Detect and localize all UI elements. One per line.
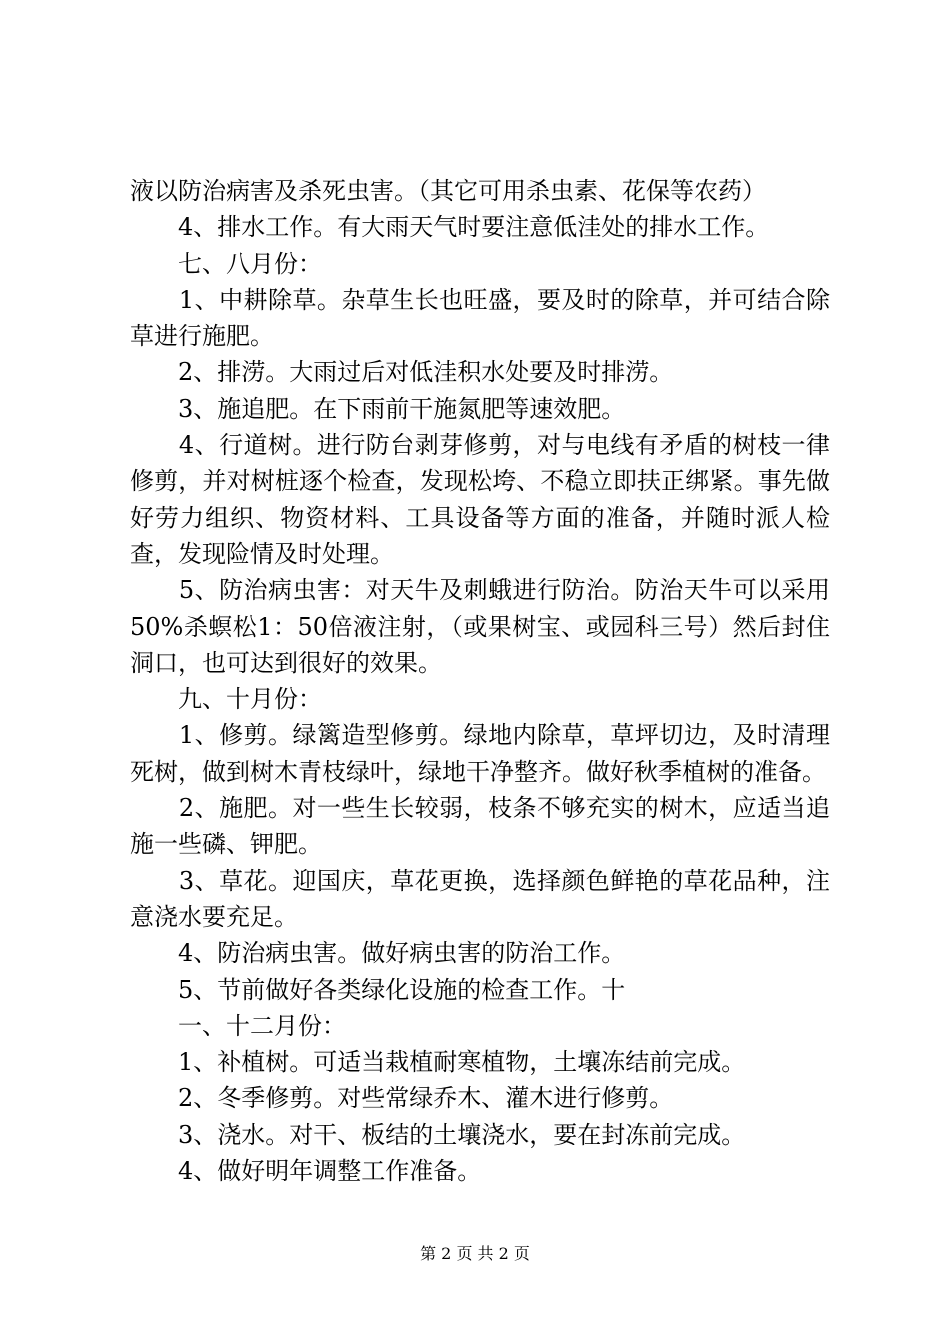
paragraph: 2、施肥。对一些生长较弱，枝条不够充实的树木，应适当追施一些磷、钾肥。	[130, 794, 830, 859]
section-heading: 一、十二月份：	[130, 1011, 346, 1040]
paragraph: 3、浇水。对干、板结的土壤浇水，要在封冻前完成。	[130, 1120, 746, 1149]
paragraph: 2、排涝。大雨过后对低洼积水处要及时排涝。	[130, 358, 674, 387]
paragraph: 4、排水工作。有大雨天气时要注意低洼处的排水工作。	[130, 213, 770, 242]
paragraph: 5、防治病虫害：对天牛及刺蛾进行防治。防治天牛可以采用50%杀螟松1：50倍液注射，（或果树宝、或园科三号）然后封住洞口，也可达到很好的效果。	[130, 576, 830, 677]
section-heading: 九、十月份：	[130, 685, 322, 714]
paragraph: 1、中耕除草。杂草生长也旺盛，要及时的除草，并可结合除草进行施肥。	[130, 285, 830, 351]
paragraph: 4、行道树。进行防台剥芽修剪，对与电线有矛盾的树枝一律修剪，并对树桩逐个检查，发现松垮、不稳立即扶正绑紧。事先做好劳力组织、物资材料、工具设备等方面的准备，并随时派人检查，发现险情及时处理。	[130, 431, 830, 568]
paragraph: 液以防治病害及杀死虫害。（其它可用杀虫素、花保等农药）	[130, 177, 766, 205]
paragraph: 1、修剪。绿篱造型修剪。绿地内除草，草坪切边，及时清理死树，做到树木青枝绿叶，绿地干净整齐。做好秋季植树的准备。	[130, 721, 830, 786]
section-heading: 七、八月份：	[130, 249, 322, 278]
paragraph: 2、冬季修剪。对些常绿乔木、灌木进行修剪。	[130, 1084, 674, 1113]
paragraph: 3、草花。迎国庆，草花更换，选择颜色鲜艳的草花品种，注意浇水要充足。	[130, 866, 830, 931]
paragraph: 1、补植树。可适当栽植耐寒植物，土壤冻结前完成。	[130, 1048, 746, 1077]
paragraph: 3、施追肥。在下雨前干施氮肥等速效肥。	[130, 394, 626, 423]
page-footer: 第 2 页 共 2 页	[420, 1244, 530, 1263]
paragraph: 5、节前做好各类绿化设施的检查工作。十	[130, 975, 626, 1004]
paragraph: 4、防治病虫害。做好病虫害的防治工作。	[130, 939, 626, 968]
document-body	[130, 173, 830, 1189]
paragraph: 4、做好明年调整工作准备。	[130, 1157, 482, 1186]
